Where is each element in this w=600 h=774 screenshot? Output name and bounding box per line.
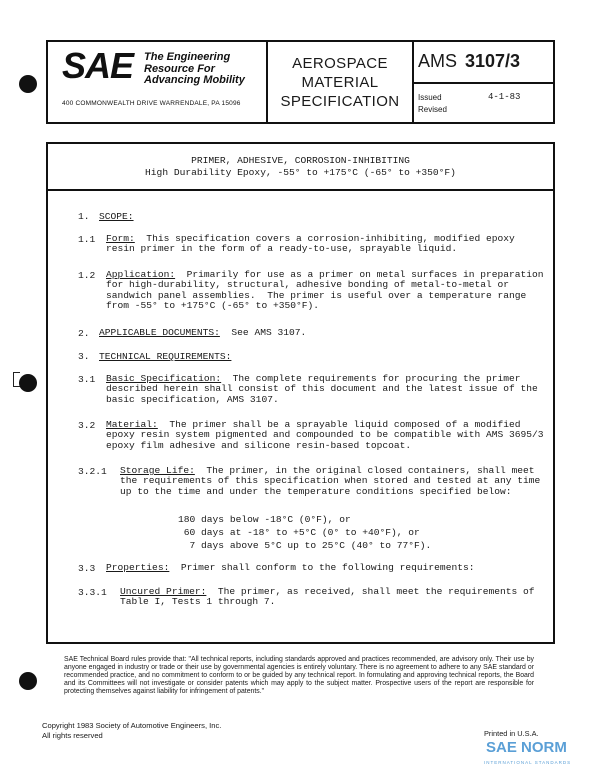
section-number: 3.3 xyxy=(78,563,96,574)
printed-in: Printed in U.S.A. xyxy=(484,729,539,738)
storage-condition: 60 days at -18° to +5°C (0° to +40°F), or xyxy=(178,527,420,538)
storage-condition: 180 days below -18°C (0°F), or xyxy=(178,514,351,525)
section-number: 3.1 xyxy=(78,374,96,385)
section-number: 1.2 xyxy=(78,270,96,281)
storage-condition: 7 days above 5°C up to 25°C (40° to 77°F). xyxy=(178,540,432,551)
header-divider xyxy=(412,82,553,84)
section-body: Application: Primarily for use as a primer on metal surfaces in preparation for high-durability, structural, adhesive bonding of metal-to-metal or sandwich panel assemblies. The primer is useful over a temperature range from -55° to +175°C (-65° to +350°F). xyxy=(106,269,544,312)
section-body: Material: The primer shall be a sprayable liquid composed of a modified epoxy resin system pigmented and compounded to be compatible with AMS 3695/3 epoxy film adhesive and silicone resin-based topcoat. xyxy=(106,419,544,451)
section-number: 3.3.1 xyxy=(78,587,107,598)
section-number: 3. xyxy=(78,351,90,362)
document-title: PRIMER, ADHESIVE, CORROSION-INHIBITING xyxy=(191,155,410,166)
section-body: Uncured Primer: The primer, as received, shall meet the requirements of Table I, Tests 1 through 7. xyxy=(120,586,535,608)
binder-hole-middle xyxy=(19,374,37,392)
binder-hole-bottom xyxy=(19,672,37,690)
sae-technical-board-note: SAE Technical Board rules provide that: "All technical reports, including standards approved and practices recommended, are advisory only. Their use by anyone engaged in industry or trade or their use by governmental agencies is entirely voluntary. There is no agreement to adhere to any SAE standard or recommended practice, and no commitment to conform to or be guided by any technical report. In formulating and approving technical reports, the Board and its Committees will not investigate or consider patents which may apply to the subject matter. Prospective users of the report are responsible for protecting themselves against liability for infringement of patents." xyxy=(64,656,534,696)
binder-hole-top xyxy=(19,75,37,93)
section-number: 1.1 xyxy=(78,234,96,245)
ams-number: AMS 3107/3 xyxy=(418,51,521,71)
issued-revised-labels: Issued Revised xyxy=(418,93,447,114)
section-number: 3.2 xyxy=(78,420,96,431)
section-number: 2. xyxy=(78,328,90,339)
sae-norm-watermark: SAE NORM xyxy=(486,739,567,756)
section-body: APPLICABLE DOCUMENTS: See AMS 3107. xyxy=(99,327,307,338)
spec-header xyxy=(46,40,555,124)
section-number: 1. xyxy=(78,211,90,222)
section-title: TECHNICAL REQUIREMENTS: xyxy=(99,351,232,362)
section-body: Storage Life: The primer, in the original closed containers, shall meet the requirements of this specification when stored and tested at any time up to the time and under the temperature conditions specified below: xyxy=(120,465,541,497)
section-number: 3.2.1 xyxy=(78,466,107,477)
section-title: SCOPE: xyxy=(99,211,134,222)
document-subtitle: High Durability Epoxy, -55° to +175°C (-65° to +350°F) xyxy=(145,167,456,178)
logo-tagline: The Engineering Resource For Advancing Mobility xyxy=(144,51,245,86)
sae-logo: SAE xyxy=(62,45,134,86)
copyright: Copyright 1983 Society of Automotive Engineers, Inc. All rights reserved xyxy=(42,721,222,740)
spec-body xyxy=(46,142,555,644)
section-body: Basic Specification: The complete requirements for procuring the primer described herein shall consist of this document and the latest issue of the basic specification, AMS 3107. xyxy=(106,373,538,405)
issued-date: 4-1-83 xyxy=(488,92,521,102)
margin-mark xyxy=(13,372,20,387)
sae-address: 400 COMMONWEALTH DRIVE WARRENDALE, PA 15096 xyxy=(62,100,241,107)
section-body: Properties: Primer shall conform to the following requirements: xyxy=(106,562,475,573)
section-body: Form: This specification covers a corrosion-inhibiting, modified epoxy resin primer in the form of a ready-to-use, sprayable liquid. xyxy=(106,233,515,255)
spec-type-label: AEROSPACE MATERIAL SPECIFICATION xyxy=(280,55,400,110)
title-divider xyxy=(48,189,553,191)
watermark-subtitle: INTERNATIONAL STANDARDS xyxy=(484,760,572,765)
